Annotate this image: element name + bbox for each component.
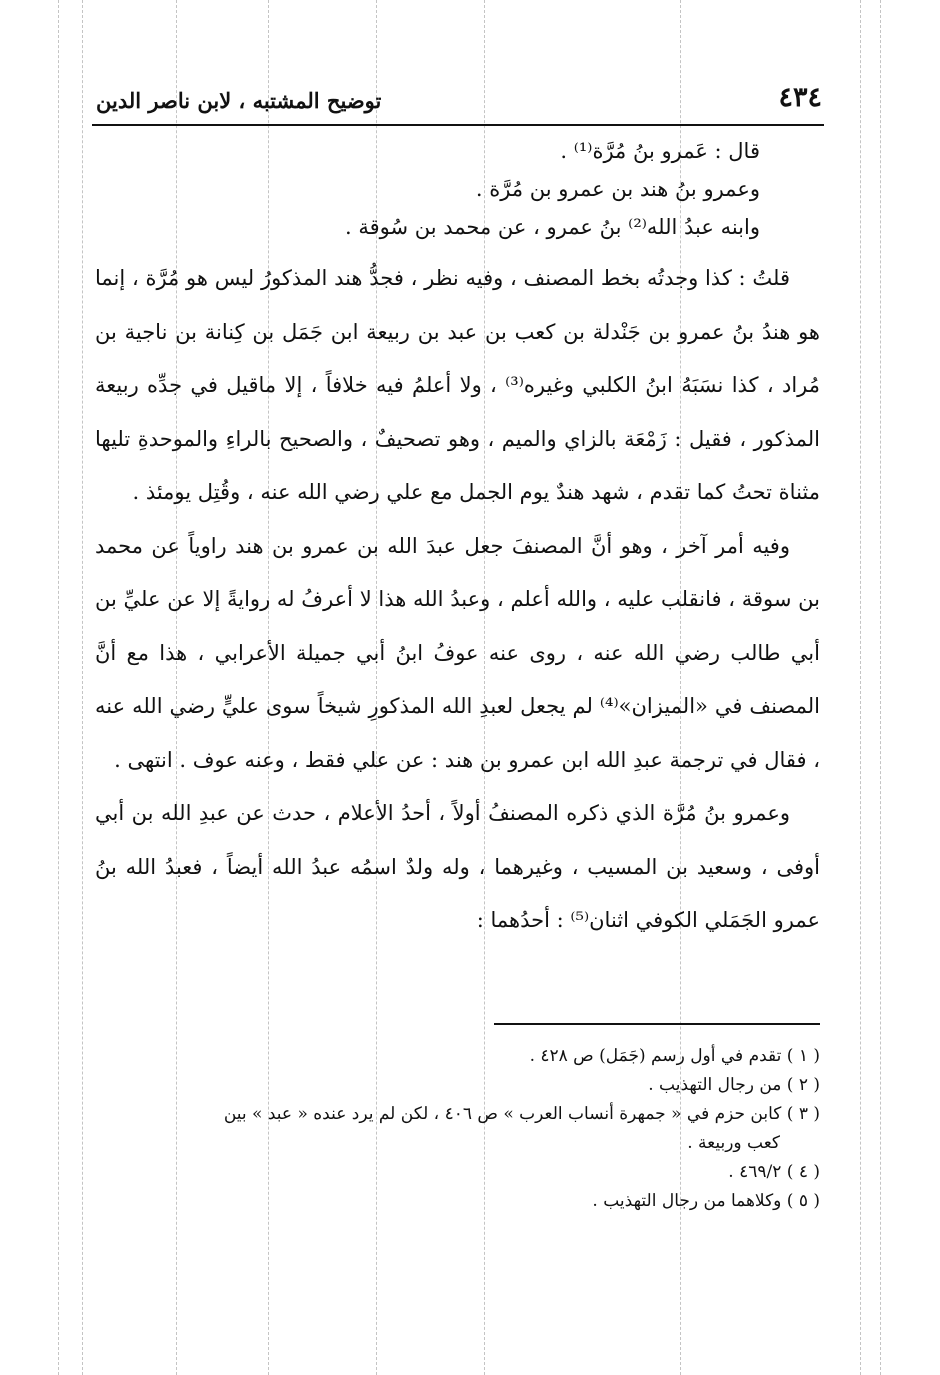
- footnote: ( ٢ ) من رجال التهذيب .: [648, 1075, 820, 1095]
- footnote: ( ٣ ) كابن حزم في « جمهرة أنساب العرب » ص ٤٠٦ ، لكن لم يرد عنده « عبد » بين: [223, 1104, 820, 1124]
- paragraph: وعمرو بنُ مُرَّة الذي ذكره المصنفُ أولاً ، أحدُ الأعلام ، حدث عن عبدِ الله بن أبي أوفى ، وسعيد بن المسيب ، وغيرهما ، وله ولدٌ اسمُه عبدُ الله أيضاً ، فعبدُ الله بنُ عمرو الجَمَلي الكوفي اثنان⁽⁵⁾ : أحدُهما :: [95, 801, 820, 932]
- footnotes: [95, 1042, 820, 1216]
- footnote-rule: [494, 1023, 820, 1025]
- running-title: توضيح المشتبه ، لابن ناصر الدين: [96, 88, 382, 113]
- footnote: ( ٥ ) وكلاهما من رجال التهذيب .: [592, 1191, 820, 1211]
- intro-line: وعمرو بنُ هند بن عمرو بن مُرَّة .: [475, 177, 760, 201]
- intro-line: قال : عَمرو بنُ مُرَّة⁽¹⁾ .: [560, 139, 760, 163]
- paragraph: وفيه أمر آخر ، وهو أنَّ المصنفَ جعل عبدَ الله بن عمرو بن هند راوياً عن محمد بن سوقة ، فانقلب عليه ، والله أعلم ، وعبدُ الله هذا لا أعرفُ له روايةً إلا عن عليِّ بن أبي طالب رضي الله عنه ، روى عنه عوفُ ابنُ أبي جميلة الأعرابي ، هذا مع أنَّ المصنف في «الميزان»⁽⁴⁾ لم يجعل لعبدِ الله المذكورِ شيخاً سوى عليٍّ رضي الله عنه ، فقال في ترجمة عبدِ الله ابن عمرو بن هند : عن علي فقط ، وعنه عوف . انتهى .: [95, 533, 820, 772]
- footnote: ( ٤ ) ٤٦٩/٢ .: [728, 1162, 820, 1182]
- footnote-continuation: كعب وربيعة .: [687, 1133, 780, 1153]
- footnote: ( ١ ) تقدم في أول رسم (جَمَل) ص ٤٢٨ .: [529, 1046, 820, 1066]
- main-text: [95, 132, 820, 948]
- page-number: ٤٣٤: [778, 82, 822, 113]
- scan-guide-line: [880, 0, 881, 1375]
- header-rule: [92, 124, 824, 126]
- scan-guide-line: [860, 0, 861, 1375]
- page-header: [96, 78, 822, 120]
- scan-guide-line: [82, 0, 83, 1375]
- scan-guide-line: [58, 0, 59, 1375]
- paragraph: قلتُ : كذا وجدتُه بخط المصنف ، وفيه نظر ، فجدُّ هند المذكورُ ليس هو مُرَّة ، إنما هو هندُ بنُ عمرو بن جَنْدلة بن كعب بن عبد بن ربيعة ابن جَمَل بن كِنانة بن ناجية بن مُراد ، كذا نسَبَهُ ابنُ الكلبي وغيره⁽³⁾ ، ولا أعلمُ فيه خلافاً ، إلا ماقيل في جدِّه ربيعة المذكور ، فقيل : زَمْعَة بالزاي والميم ، وهو تصحيفٌ ، والصحيح بالراءِ والموحدةِ تليها مثناة تحتُ كما تقدم ، شهد هندٌ يوم الجمل مع علي رضي الله عنه ، وقُتِل يومئذ .: [95, 266, 820, 504]
- intro-line: وابنه عبدُ الله⁽²⁾ بنُ عمرو ، عن محمد بن سُوقة .: [345, 215, 760, 239]
